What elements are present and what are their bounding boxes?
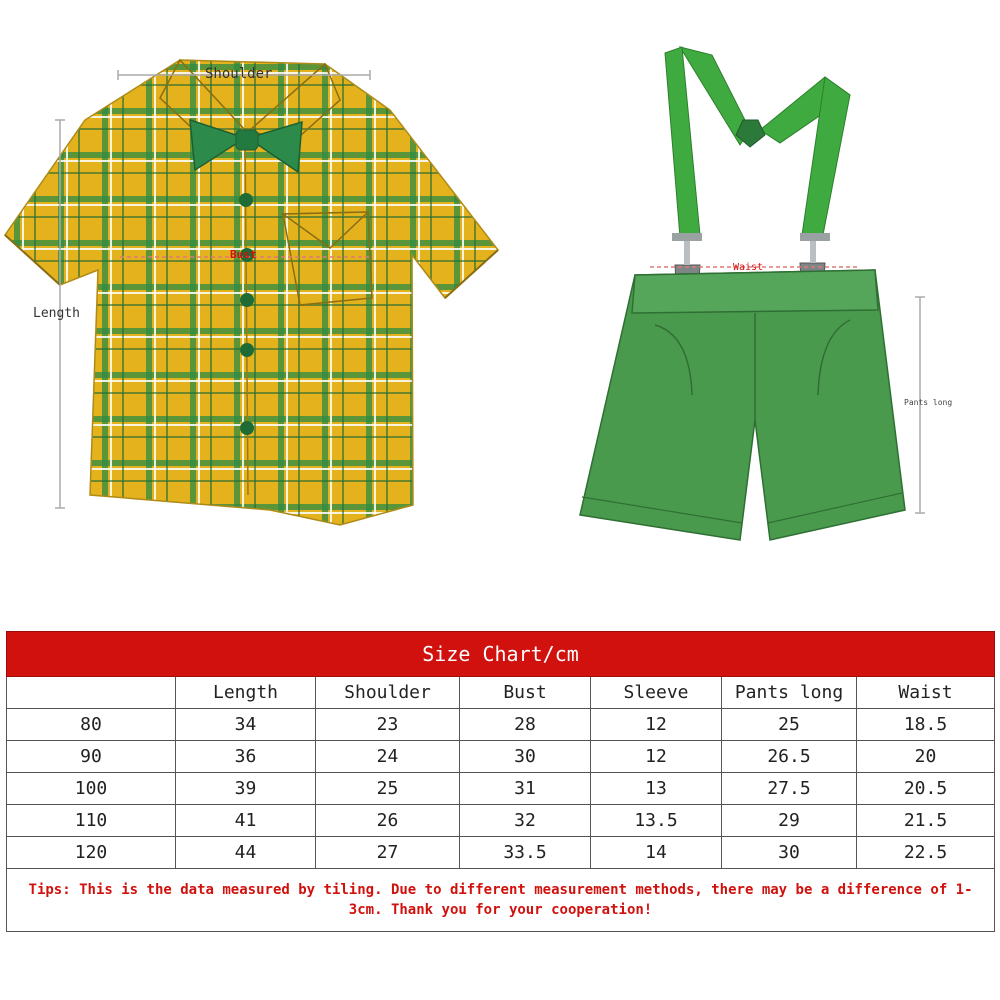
sleeve-cell: 13.5 — [591, 805, 722, 837]
shoulder-cell: 23 — [316, 709, 460, 741]
size-cell: 80 — [7, 709, 176, 741]
shoulder-label: Shoulder — [205, 66, 273, 82]
waist-cell: 18.5 — [857, 709, 995, 741]
pants-long-cell: 30 — [722, 837, 857, 869]
bust-cell: 30 — [460, 741, 591, 773]
column-header-pants-long: Pants long — [722, 677, 857, 709]
pants-long-cell: 26.5 — [722, 741, 857, 773]
column-header-sleeve: Sleeve — [591, 677, 722, 709]
column-header — [7, 677, 176, 709]
shorts-image — [560, 35, 940, 555]
waist-cell: 21.5 — [857, 805, 995, 837]
bust-cell: 28 — [460, 709, 591, 741]
column-header-bust: Bust — [460, 677, 591, 709]
bust-cell: 31 — [460, 773, 591, 805]
bust-cell: 32 — [460, 805, 591, 837]
length-cell: 41 — [176, 805, 316, 837]
shoulder-cell: 25 — [316, 773, 460, 805]
column-header-length: Length — [176, 677, 316, 709]
shoulder-cell: 26 — [316, 805, 460, 837]
sleeve-cell: 13 — [591, 773, 722, 805]
table-row — [7, 805, 995, 837]
length-cell: 36 — [176, 741, 316, 773]
table-row — [7, 741, 995, 773]
length-cell: 44 — [176, 837, 316, 869]
shoulder-cell: 27 — [316, 837, 460, 869]
waist-cell: 20 — [857, 741, 995, 773]
size-cell: 100 — [7, 773, 176, 805]
bust-label: Bust — [230, 248, 257, 261]
table-row — [7, 773, 995, 805]
waist-cell: 22.5 — [857, 837, 995, 869]
pants-long-cell: 25 — [722, 709, 857, 741]
length-label: Length — [33, 306, 80, 321]
sleeve-cell: 14 — [591, 837, 722, 869]
sleeve-cell: 12 — [591, 709, 722, 741]
pants-long-label: Pants long — [904, 398, 953, 407]
shirt-image — [0, 50, 520, 550]
length-cell: 34 — [176, 709, 316, 741]
table-row — [7, 837, 995, 869]
table-row — [7, 709, 995, 741]
size-cell: 110 — [7, 805, 176, 837]
sleeve-cell: 12 — [591, 741, 722, 773]
bust-cell: 33.5 — [460, 837, 591, 869]
size-chart-table — [6, 631, 995, 932]
size-chart-title: Size Chart/cm — [7, 632, 995, 677]
waist-cell: 20.5 — [857, 773, 995, 805]
size-cell: 120 — [7, 837, 176, 869]
waist-label: Waist — [733, 262, 764, 273]
length-cell: 39 — [176, 773, 316, 805]
column-header-waist: Waist — [857, 677, 995, 709]
size-cell: 90 — [7, 741, 176, 773]
shoulder-cell: 24 — [316, 741, 460, 773]
pants-long-cell: 29 — [722, 805, 857, 837]
column-header-shoulder: Shoulder — [316, 677, 460, 709]
pants-long-cell: 27.5 — [722, 773, 857, 805]
tips-note: Tips: This is the data measured by tiling. Due to different measurement methods, there may be a difference of 1-3cm. Thank you for your cooperation! — [7, 869, 995, 932]
header-row — [7, 677, 995, 709]
